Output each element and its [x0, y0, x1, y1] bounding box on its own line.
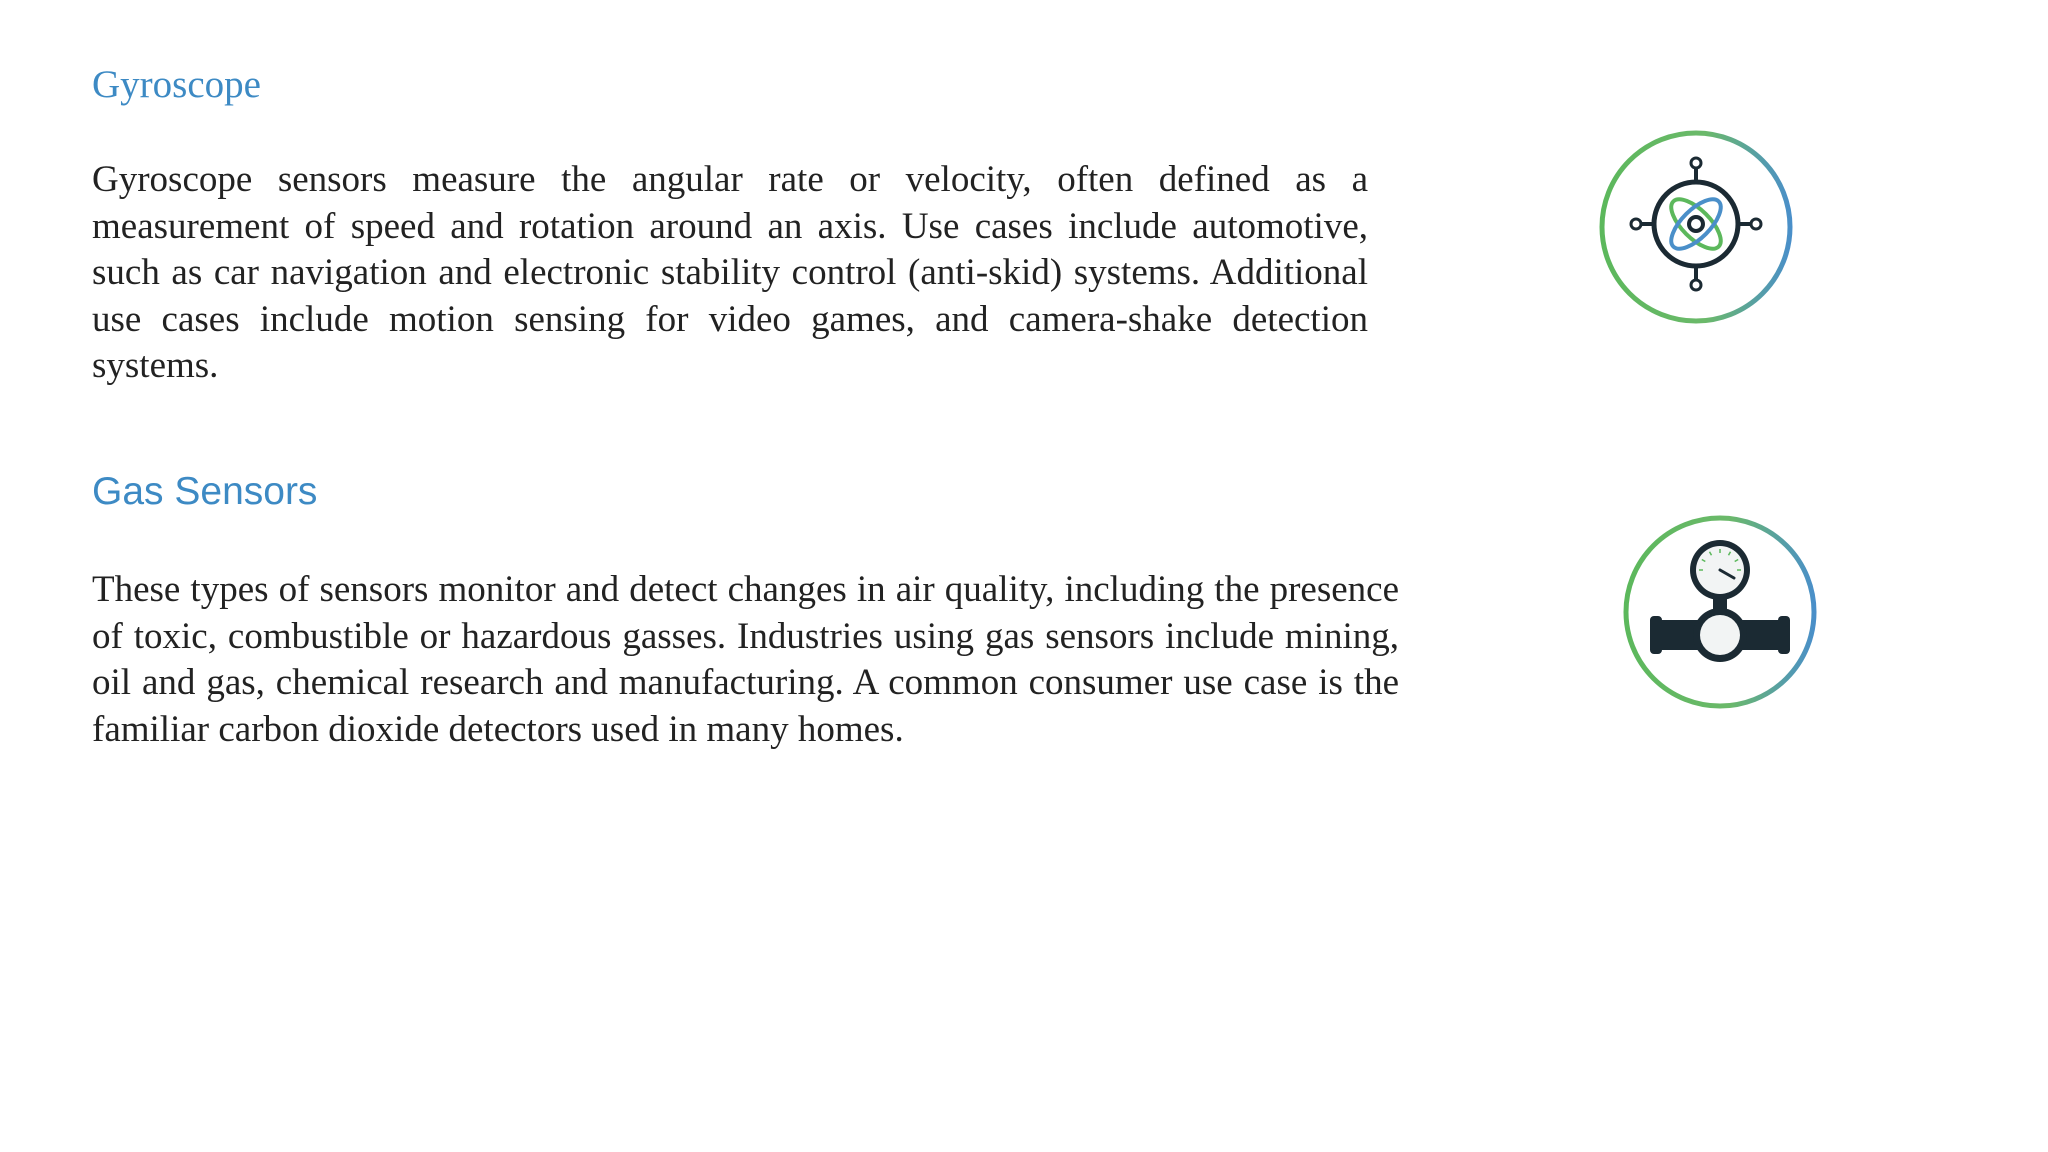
pressure-gauge-icon [1620, 512, 1820, 712]
gas-sensors-heading: Gas Sensors [92, 470, 318, 513]
gyroscope-icon [1596, 127, 1796, 327]
gas-sensors-description: These types of sensors monitor and detect changes in air quality, including the presence of toxic, combustible or hazardous gasses. Industries using gas sensors include mining, oil and gas, chemical research and manufacturing. A common consumer use case is the familiar carbon dioxide detectors used in many homes. [92, 569, 1399, 750]
gyroscope-heading: Gyroscope [92, 63, 261, 106]
gyroscope-description: Gyroscope sensors measure the angular rate or velocity, often defined as a measurement of speed and rotation around an axis. Use cases include automotive, such as car navigation and electronic stability control (anti-skid) systems. Additional use cases include motion sensing for video games, and camera-shake detection systems. [92, 159, 1368, 386]
